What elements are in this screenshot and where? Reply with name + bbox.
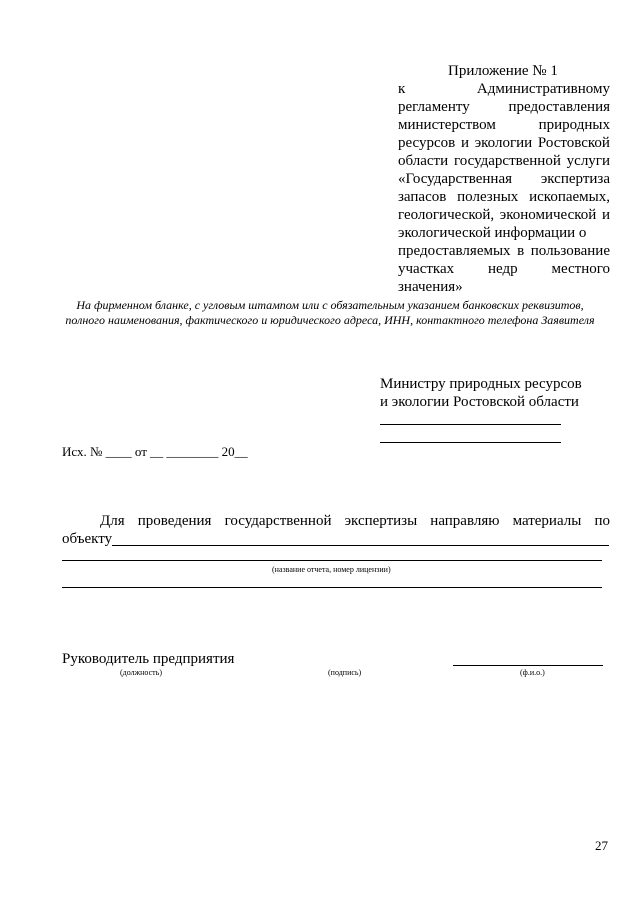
appendix-word: недр: [487, 261, 518, 277]
appendix-line: [398, 188, 610, 206]
appendix-line: [398, 242, 610, 260]
object-blank-line-2: [62, 560, 602, 561]
body-word: направляю: [430, 513, 500, 529]
appendix-word: Административному: [476, 81, 610, 97]
appendix-word: экологической информации о: [398, 225, 587, 241]
body-word: государственной: [224, 513, 332, 529]
position-caption: (должность): [120, 668, 162, 677]
body-word: материалы: [512, 513, 582, 529]
appendix-line: [398, 134, 610, 152]
appendix-line: [398, 224, 610, 242]
appendix-word: «Государственная: [398, 171, 513, 187]
appendix-line: [398, 116, 610, 134]
object-caption: (название отчета, номер лицензии): [272, 565, 391, 574]
addressee-line-2: и экологии Ростовской области: [380, 394, 579, 410]
appendix-word: государственной: [453, 153, 561, 169]
appendix-word: геологической,: [398, 207, 495, 223]
body-word: экспертизы: [344, 513, 418, 529]
appendix-word: регламенту: [398, 99, 470, 115]
addressee-line-1: Министру природных ресурсов: [380, 376, 582, 392]
appendix-word: природных: [538, 117, 610, 133]
appendix-word: полезных: [457, 189, 519, 205]
appendix-word: экологии: [474, 135, 533, 151]
appendix-word: запасов: [398, 189, 447, 205]
object-blank-line: [112, 545, 609, 546]
name-caption: (ф.и.о.): [520, 668, 545, 677]
appendix-word: и: [601, 207, 610, 223]
body-text-object-label: объекту: [62, 531, 113, 547]
appendix-word: услуги: [566, 153, 610, 169]
appendix-line: [398, 170, 610, 188]
appendix-word: пользование: [530, 243, 610, 259]
appendix-word: и: [460, 135, 469, 151]
appendix-word: ископаемых,: [529, 189, 610, 205]
appendix-word: Ростовской: [537, 135, 610, 151]
name-blank-line: [453, 665, 603, 666]
appendix-line: [398, 98, 610, 116]
body-word: по: [594, 513, 610, 529]
appendix-word: предоставления: [508, 99, 610, 115]
appendix-word: области: [398, 153, 449, 169]
body-text-line-1: [62, 512, 610, 530]
page-number: 27: [595, 838, 608, 853]
appendix-line: [398, 278, 610, 296]
appendix-word: экспертиза: [540, 171, 610, 187]
appendix-word: министерством: [398, 117, 496, 133]
addressee-blank-line-1: [380, 424, 561, 425]
appendix-line: [398, 152, 610, 170]
appendix-word: участках: [398, 261, 455, 277]
appendix-word: экономической: [499, 207, 597, 223]
outgoing-reference: Исх. № ____ от __ ________ 20__: [62, 444, 248, 459]
addressee-blank-line-2: [380, 442, 561, 443]
appendix-word: местного: [551, 261, 610, 277]
appendix-title: Приложение № 1: [448, 63, 558, 79]
appendix-line: [398, 206, 610, 224]
signer-title: Руководитель предприятия: [62, 651, 235, 667]
appendix-word: в: [517, 243, 525, 259]
body-word: Для: [100, 513, 125, 529]
letterhead-note: На фирменном бланке, с угловым штампом или с обязательным указанием банковских реквизитов, полного наименования, фактического и юридического адреса, ИНН, контактного телефона Заявителя: [65, 298, 595, 327]
appendix-word: значения»: [398, 279, 463, 295]
signature-caption: (подпись): [328, 668, 362, 677]
appendix-word: предоставляемых: [398, 243, 511, 259]
appendix-word: к: [398, 81, 406, 97]
appendix-line: [398, 260, 610, 278]
body-word: проведения: [137, 513, 212, 529]
object-blank-line-3: [62, 587, 602, 588]
appendix-word: ресурсов: [398, 135, 456, 151]
addressee: [380, 375, 582, 411]
appendix-line: [398, 80, 610, 98]
